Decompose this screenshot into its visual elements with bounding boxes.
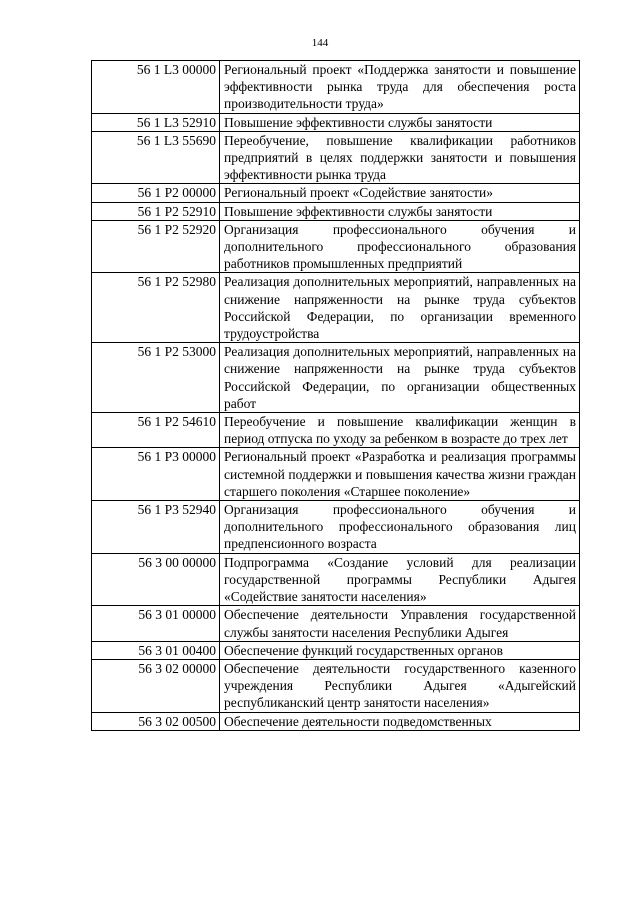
table-row — [92, 659, 580, 712]
table-row — [92, 641, 580, 659]
classification-code: 56 1 L3 00000 — [92, 61, 220, 114]
table-row — [92, 113, 580, 131]
classification-description: Подпрограмма «Создание условий для реализации государственной программы Республики Адыгея «Содействие занятости населения» — [220, 553, 580, 606]
page-number: 144 — [311, 37, 329, 49]
classification-code: 56 1 P2 52920 — [92, 220, 220, 273]
classification-description: Региональный проект «Поддержка занятости и повышение эффективности рынка труда для обеспечения роста производительности труда» — [220, 61, 580, 114]
classification-code: 56 1 P2 52980 — [92, 273, 220, 343]
table-row — [92, 273, 580, 343]
table-row — [92, 343, 580, 413]
classification-description: Реализация дополнительных мероприятий, направленных на снижение напряженности на рынке труда субъектов Российской Федерации, по организации общественных работ — [220, 343, 580, 413]
table-row — [92, 553, 580, 606]
classification-description: Переобучение, повышение квалификации работников предприятий в целях поддержки занятости и повышения эффективности рынка труда — [220, 131, 580, 184]
classification-description: Региональный проект «Разработка и реализация программы системной поддержки и повышения качества жизни граждан старшего поколения «Старшее поколение» — [220, 448, 580, 501]
classification-code: 56 3 01 00000 — [92, 606, 220, 641]
table-row — [92, 712, 580, 730]
classification-code: 56 1 P3 00000 — [92, 448, 220, 501]
classification-description: Обеспечение деятельности Управления государственной службы занятости населения Республики Адыгея — [220, 606, 580, 641]
classification-code: 56 1 P3 52940 — [92, 501, 220, 554]
classification-code: 56 3 01 00400 — [92, 641, 220, 659]
table-row — [92, 131, 580, 184]
table-row — [92, 202, 580, 220]
classification-description: Организация профессионального обучения и дополнительного профессионального образования лиц предпенсионного возраста — [220, 501, 580, 554]
classification-description: Обеспечение деятельности государственного казенного учреждения Республики Адыгея «Адыгейский республиканский центр занятости населения» — [220, 659, 580, 712]
table-row — [92, 606, 580, 641]
classification-code: 56 1 L3 55690 — [92, 131, 220, 184]
classification-code: 56 3 02 00000 — [92, 659, 220, 712]
classification-description: Реализация дополнительных мероприятий, направленных на снижение напряженности на рынке труда субъектов Российской Федерации, по организации временного трудоустройства — [220, 273, 580, 343]
classification-description: Обеспечение деятельности подведомственных — [220, 712, 580, 730]
classification-code: 56 1 P2 53000 — [92, 343, 220, 413]
classification-code: 56 3 02 00500 — [92, 712, 220, 730]
classification-code: 56 1 P2 52910 — [92, 202, 220, 220]
classification-description: Организация профессионального обучения и дополнительного профессионального образования работников промышленных предприятий — [220, 220, 580, 273]
classification-code: 56 1 L3 52910 — [92, 113, 220, 131]
table-row — [92, 501, 580, 554]
classification-description: Повышение эффективности службы занятости — [220, 113, 580, 131]
table-row — [92, 184, 580, 202]
classification-description: Повышение эффективности службы занятости — [220, 202, 580, 220]
classification-description: Региональный проект «Содействие занятости» — [220, 184, 580, 202]
classification-description: Переобучение и повышение квалификации женщин в период отпуска по уходу за ребенком в возрасте до трех лет — [220, 413, 580, 448]
classification-code: 56 3 00 00000 — [92, 553, 220, 606]
table-row — [92, 448, 580, 501]
table-row — [92, 61, 580, 114]
classification-code: 56 1 P2 00000 — [92, 184, 220, 202]
classification-code: 56 1 P2 54610 — [92, 413, 220, 448]
table-row — [92, 220, 580, 273]
table-row — [92, 413, 580, 448]
classification-description: Обеспечение функций государственных органов — [220, 641, 580, 659]
budget-classification-table — [91, 60, 580, 731]
